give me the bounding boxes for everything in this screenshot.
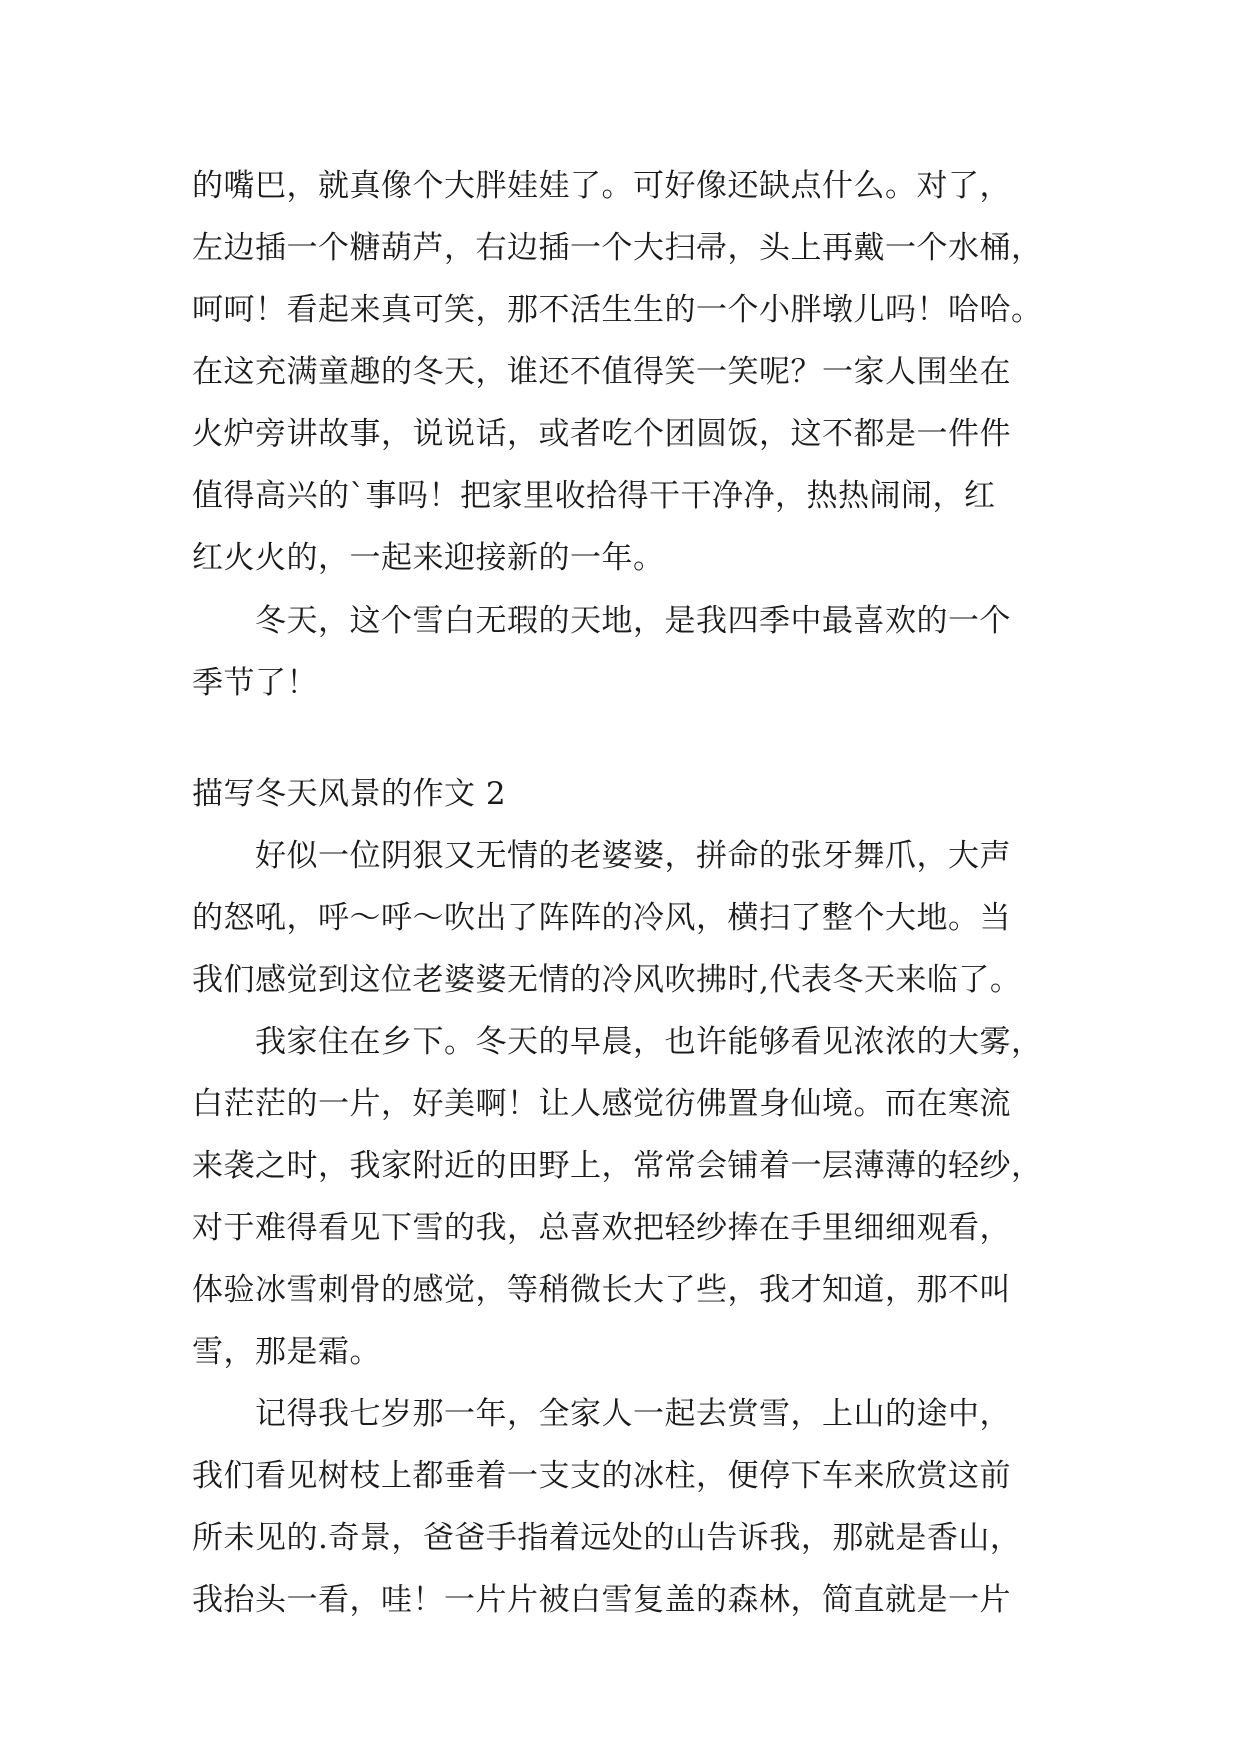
text-line: 好似一位阴狠又无情的老婆婆，拼命的张牙舞爪，大声: [255, 838, 1011, 874]
text-line: 我抬头一看，哇！一片片被白雪复盖的森林，简直就是一片: [192, 1582, 1011, 1618]
text-line: 记得我七岁那一年，全家人一起去赏雪，上山的途中，: [255, 1396, 1011, 1432]
text-line: 季节了！: [192, 665, 318, 701]
text-line: 对于难得看见下雪的我，总喜欢把轻纱捧在手里细细观看，: [192, 1210, 1011, 1246]
text-line: 红火火的，一起来迎接新的一年。: [192, 540, 665, 576]
text-line: 在这充满童趣的冬天，谁还不值得笑一笑呢？一家人围坐在: [192, 354, 1011, 390]
text-line: 来袭之时，我家附近的田野上，常常会铺着一层薄薄的轻纱，: [192, 1148, 1043, 1184]
text-line: 的嘴巴，就真像个大胖娃娃了。可好像还缺点什么。对了，: [192, 168, 1011, 204]
section-title: 描写冬天风景的作文 2: [192, 776, 507, 812]
text-line: 我们看见树枝上都垂着一支支的冰柱，便停下车来欣赏这前: [192, 1458, 1011, 1494]
text-line: 我们感觉到这位老婆婆无情的冷风吹拂时,代表冬天来临了。: [192, 962, 1022, 998]
text-line: 火炉旁讲故事，说说话，或者吃个团圆饭，这不都是一件件: [192, 416, 1011, 452]
text-line: 所未见的.奇景，爸爸手指着远处的山告诉我，那就是香山，: [192, 1520, 1022, 1556]
text-line: 体验冰雪刺骨的感觉，等稍微长大了些，我才知道，那不叫: [192, 1272, 1011, 1308]
text-line: 冬天，这个雪白无瑕的天地，是我四季中最喜欢的一个: [255, 603, 1011, 639]
text-line: 白茫茫的一片，好美啊！让人感觉彷佛置身仙境。而在寒流: [192, 1086, 1011, 1122]
text-line: 我家住在乡下。冬天的早晨，也许能够看见浓浓的大雾，: [255, 1024, 1043, 1060]
text-line: 呵呵！看起来真可笑，那不活生生的一个小胖墩儿吗！哈哈。: [192, 292, 1043, 328]
text-line: 雪，那是霜。: [192, 1334, 381, 1370]
text-line: 值得高兴的`事吗！把家里收拾得干干净净，热热闹闹，红: [192, 478, 996, 514]
text-line: 的怒吼，呼～呼～吹出了阵阵的冷风，横扫了整个大地。当: [192, 900, 1011, 936]
text-line: 左边插一个糖葫芦，右边插一个大扫帚，头上再戴一个水桶，: [192, 230, 1043, 266]
